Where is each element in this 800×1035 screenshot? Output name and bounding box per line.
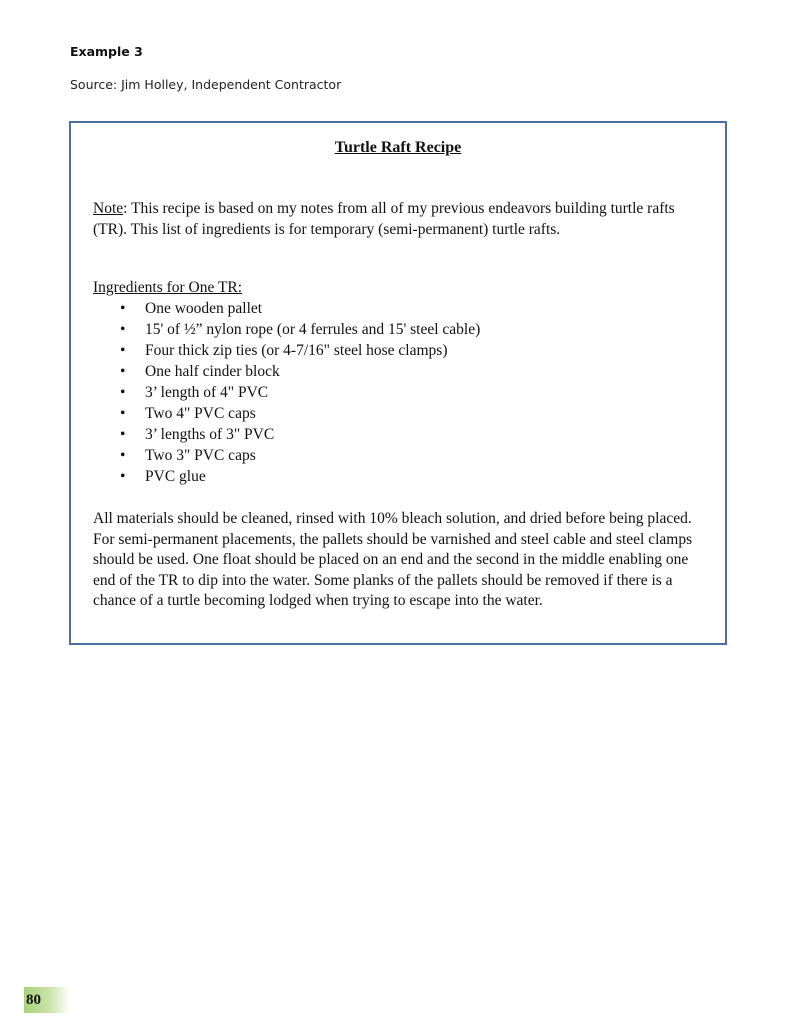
ingredient-text: Two 3" PVC caps [145, 447, 256, 464]
ingredient-text: One half cinder block [145, 363, 280, 380]
instructions-paragraph: All materials should be cleaned, rinsed with 10% bleach solution, and dried before being placed. For semi-permanent placements, the pallets should be varnished and steel cable and steel clamps should be used. One float should be placed on an end and the second in the middle enabling one end of the TR to dip into the water. Some planks of the pallets should be removed if there is a chance of a turtle becoming lodged when trying to escape into the water. [93, 510, 693, 609]
bullet-icon: • [120, 321, 126, 338]
bullet-icon: • [120, 384, 126, 401]
recipe-note [93, 199, 711, 240]
ingredient-text: One wooden pallet [145, 300, 263, 317]
bullet-icon: • [120, 447, 126, 464]
note-text: : This recipe is based on my notes from all of my previous endeavors building turtle rafts (TR). This list of ingredients is for temporary (semi-permanent) turtle rafts. [93, 200, 675, 238]
source-line: Source: Jim Holley, Independent Contractor [70, 77, 342, 92]
ingredients-heading: Ingredients for One TR: [93, 279, 243, 296]
list-item [116, 362, 480, 383]
list-item [116, 425, 480, 446]
ingredient-text: Four thick zip ties (or 4-7/16" steel hose clamps) [145, 342, 448, 359]
bullet-icon: • [120, 405, 126, 422]
note-label: Note [93, 200, 124, 217]
list-item [116, 383, 480, 404]
ingredient-text: PVC glue [145, 468, 206, 485]
list-item [116, 404, 480, 425]
bullet-icon: • [120, 468, 126, 485]
page-number: 80 [24, 987, 70, 1013]
recipe-title: Turtle Raft Recipe [334, 139, 462, 156]
list-item [116, 299, 480, 320]
list-item [116, 341, 480, 362]
list-item [116, 446, 480, 467]
bullet-icon: • [120, 363, 126, 380]
list-item [116, 320, 480, 341]
recipe-box [69, 121, 727, 645]
ingredient-text: 3’ length of 4" PVC [145, 384, 269, 401]
list-item [116, 467, 480, 488]
ingredient-text: 15' of ½” nylon rope (or 4 ferrules and 15' steel cable) [145, 321, 481, 338]
ingredient-text: Two 4" PVC caps [145, 405, 256, 422]
ingredient-text: 3’ lengths of 3" PVC [145, 426, 275, 443]
ingredients-list [116, 299, 480, 488]
example-title: Example 3 [70, 44, 143, 59]
bullet-icon: • [120, 426, 126, 443]
bullet-icon: • [120, 342, 126, 359]
bullet-icon: • [120, 300, 126, 317]
